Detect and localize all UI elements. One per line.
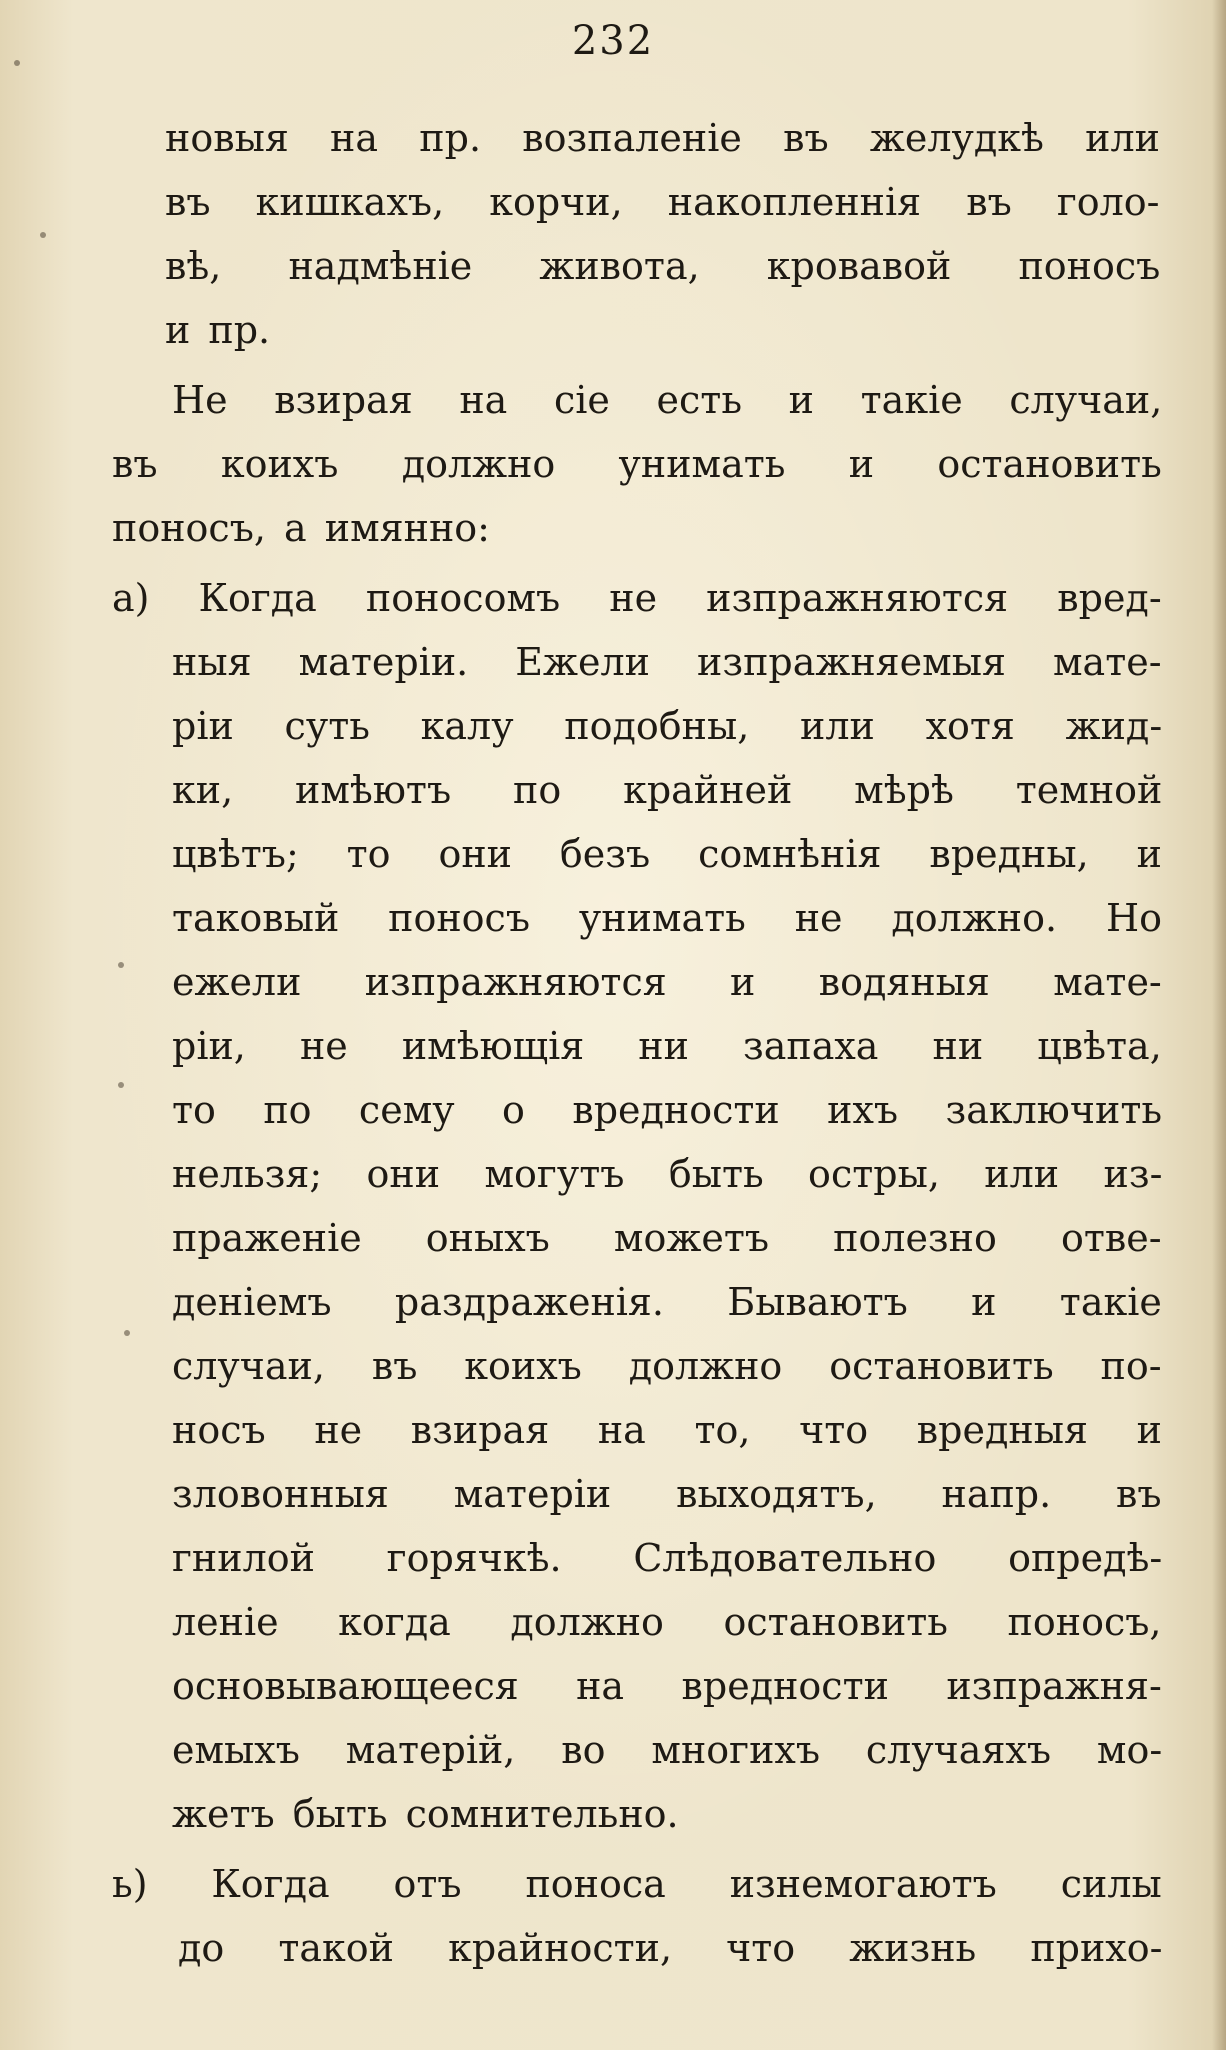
text-line: цвѣтъ; то они безъ сомнѣнія вредны, и	[172, 832, 1162, 876]
text-line: зловонныя матеріи выходятъ, напр. въ	[172, 1472, 1162, 1516]
text-line: поносъ, а имянно:	[112, 506, 490, 550]
text-line: праженіе оныхъ можетъ полезно отве-	[172, 1216, 1162, 1260]
text-line: леніе когда должно остановить поносъ,	[172, 1600, 1162, 1644]
text-line: таковый поносъ унимать не должно. Но	[172, 896, 1162, 940]
print-speck	[14, 60, 20, 66]
text-line: ежели изпражняются и водяныя мате-	[172, 960, 1162, 1004]
paragraph-start-line: Не взирая на сіе есть и такіе случаи,	[172, 378, 1162, 422]
text-line: деніемъ раздраженія. Бываютъ и такіе	[172, 1280, 1162, 1324]
text-line: носъ не взирая на то, что вредныя и	[172, 1408, 1162, 1452]
text-line: и пр.	[165, 308, 271, 352]
text-line: въ коихъ должно унимать и остановить	[112, 442, 1162, 486]
list-item-a-line: а) Когда поносомъ не изпражняются вред-	[112, 576, 1162, 620]
text-line: вѣ, надмѣніе живота, кровавой поносъ	[165, 244, 1160, 288]
text-line: ки, имѣютъ по крайней мѣрѣ темной	[172, 768, 1162, 812]
text-line: новыя на пр. возпаленіе въ желудкѣ или	[165, 116, 1160, 160]
text-line: основывающееся на вредности изпражня-	[172, 1664, 1162, 1708]
print-speck	[40, 232, 46, 238]
print-speck	[118, 1082, 124, 1088]
print-speck	[124, 1330, 130, 1336]
page-number: 232	[571, 18, 655, 64]
text-line: случаи, въ коихъ должно остановить по-	[172, 1344, 1162, 1388]
page-edge-shadow	[1212, 0, 1226, 2050]
text-line: до такой крайности, что жизнь прихо-	[178, 1926, 1162, 1970]
text-line: ныя матеріи. Ежели изпражняемыя мате-	[172, 640, 1162, 684]
text-line: то по сему о вредности ихъ заключить	[172, 1088, 1162, 1132]
text-line: нельзя; они могутъ быть остры, или из-	[172, 1152, 1162, 1196]
text-line: ріи, не имѣющія ни запаха ни цвѣта,	[172, 1024, 1162, 1068]
text-line: емыхъ матерій, во многихъ случаяхъ мо-	[172, 1728, 1162, 1772]
text-line: жетъ быть сомнительно.	[172, 1792, 679, 1836]
print-speck	[118, 962, 124, 968]
text-line: гнилой горячкѣ. Слѣдовательно опредѣ-	[172, 1536, 1162, 1580]
text-line: ріи суть калу подобны, или хотя жид-	[172, 704, 1162, 748]
text-line: въ кишкахъ, корчи, накопленнія въ голо-	[165, 180, 1160, 224]
list-item-b-line: ь) Когда отъ поноса изнемогаютъ силы	[112, 1862, 1162, 1906]
